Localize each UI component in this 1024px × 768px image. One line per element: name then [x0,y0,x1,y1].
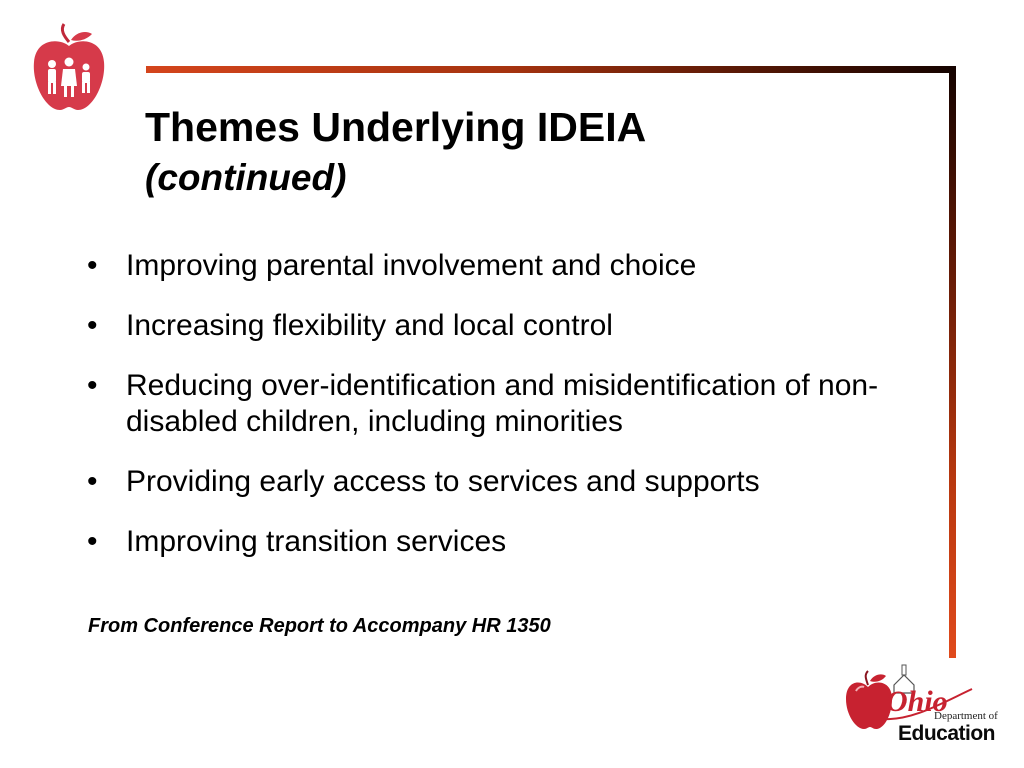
bullet-text: Improving parental involvement and choice [126,249,697,282]
slide-subtitle: (continued) [145,157,347,198]
apple-family-logo-icon [30,22,108,114]
bullet-dot: • [87,309,98,342]
bullet-text: Reducing over-identification and misidentification of non-disabled children, including minorities [126,369,879,438]
bullet-item [87,464,927,500]
bullet-text: Improving transition services [126,525,507,558]
logo-education-text: Education [898,722,996,745]
logo-department-text: Department of [934,710,998,722]
bullet-text: Providing early access to services and supports [126,465,760,498]
bullet-dot: • [87,525,98,558]
ohio-wordmark: Ohio [886,685,948,718]
bullet-text: Increasing flexibility and local control [126,309,613,342]
bullet-item [87,308,927,344]
bullet-item [87,248,927,284]
right-accent-bar [949,66,956,658]
bullet-item [87,368,927,440]
bullet-dot: • [87,249,98,282]
bullet-item [87,524,927,560]
slide-title: Themes Underlying IDEIA [145,104,647,150]
bullet-list [87,248,927,584]
top-accent-bar [146,66,956,73]
source-citation: From Conference Report to Accompany HR 1350 [88,615,551,637]
bullet-dot: • [87,465,98,498]
bullet-dot: • [87,369,98,402]
